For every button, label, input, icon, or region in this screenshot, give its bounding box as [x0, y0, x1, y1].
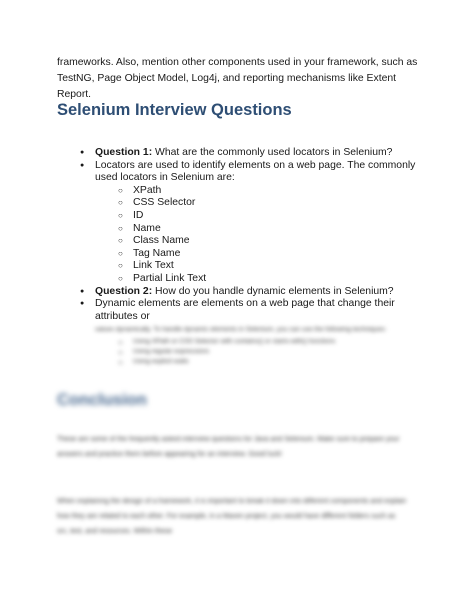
question-1-text: What are the commonly used locators in Selenium? [152, 147, 393, 158]
list-item: ○ CSS Selector [95, 197, 427, 210]
conclusion-paragraph-2: When explaining the design of a framework, it is important to break it down into different components and explain how they are related to each other. For example, in a Maven project, you would have different folders such as src, test, and resources. Within these [57, 498, 407, 535]
list-item: ○ Using explicit waits [95, 357, 427, 367]
question-1-label: Question 1: [95, 147, 153, 158]
question-2-text: How do you handle dynamic elements in Selenium? [152, 285, 394, 297]
list-item: ○ Class Name [95, 235, 427, 248]
list-item: ○ Name [95, 223, 427, 236]
answer-1-text: Locators are used to identify elements on a web page. The commonly used locators in Selenium are: [95, 159, 416, 184]
conclusion-paragraph-1: These are some of the frequently asked interview questions for Java and Selenium. Make sure to prepare your answers and practice them before appearing for an interview. Good luck! [57, 436, 400, 458]
list-item-question-2 [57, 286, 427, 299]
list-item-question-1 [57, 147, 427, 160]
list-item: ○ ID [95, 210, 427, 223]
section-heading: Selenium Interview Questions [57, 101, 292, 119]
list-item: ○ Using XPath or CSS Selector with contains() or starts-with() functions [95, 337, 343, 347]
locator-list [95, 185, 427, 286]
list-item: ○ Tag Name [95, 248, 427, 261]
list-item: ○ XPath [95, 185, 427, 198]
list-item: ○ Partial Link Text [95, 273, 427, 286]
question-2-label: Question 2: [95, 285, 153, 297]
intro-paragraph: frameworks. Also, mention other components used in your framework, such as TestNG, Page Object Model, Log4j, and reporting mechanisms like Extent Report. [57, 57, 418, 100]
list-item-answer-1 [57, 160, 427, 286]
list-item-answer-2 [57, 298, 427, 367]
list-item: ○ Using regular expressions [95, 347, 427, 357]
question-list [57, 147, 427, 367]
list-item: ○ Link Text [95, 260, 427, 273]
technique-list [95, 337, 427, 367]
answer-2-text: Dynamic elements are elements on a web page that change their attributes or values dynamically. To handle dynamic elements in Selenium, you can use the following techniques: [95, 298, 395, 334]
conclusion-heading: Conclusion [57, 391, 147, 409]
answer-2-continuation: values dynamically. To handle dynamic elements in Selenium, you can use the following techniques: [95, 326, 387, 334]
